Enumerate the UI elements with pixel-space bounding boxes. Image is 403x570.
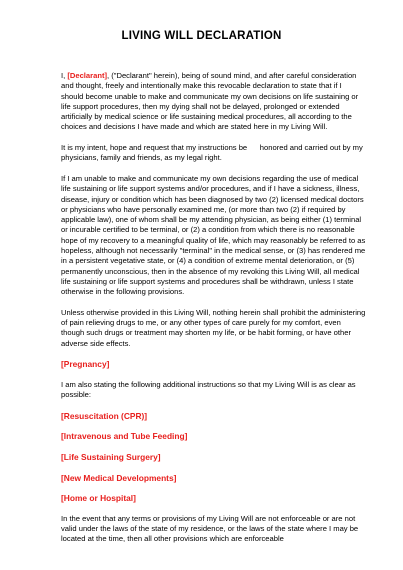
document-body [61, 71, 366, 555]
resuscitation-heading: [Resuscitation (CPR)] [61, 410, 148, 421]
surgery-heading: [Life Sustaining Surgery] [61, 451, 161, 462]
medical-developments-heading: [New Medical Developments] [61, 472, 177, 483]
intent-paragraph: It is my intent, hope and request that my instructions be honored and carried out by my physicians, family and friends, as my legal right. [61, 143, 365, 163]
enforceability-paragraph: In the event that any terms or provisions of my Living Will are not enforceable or are not valid under the laws of the state of my residence, or the laws of the state where I may be located at the time, then all other provisions which are enforceable [61, 513, 359, 544]
tube-feeding-heading: [Intravenous and Tube Feeding] [61, 431, 188, 442]
intro-paragraph [61, 71, 366, 133]
intro-prefix: I, [61, 71, 68, 80]
conditions-paragraph: If I am unable to make and communicate my own decisions regarding the use of medical life sustaining or life support systems and/or procedures, and if I have a sickness, illness, disease, injury or condition which has been diagnosed by two (2) licensed medical doctors or physicians who have personally examined me, (or more than two (2) if required by applicable law), one of whom shall be my attending physician, as being either (1) terminal or incurable certified to be terminal, or (2) a condition from which there is no reasonable hope of my recovery to a meaningful quality of life, which may reasonably be referred to as hopeless, although not necessarily "terminal" in the medical sense, or (3) has rendered me in a persistent vegetative state, or (4) a condition of extreme mental deterioration, or (5) permanently unconscious, then in the absence of my revoking this Living Will, all medical life sustaining or life support systems and procedures shall be withdrawn, unless I state otherwise in the following provisions. [61, 173, 366, 297]
pregnancy-heading: [Pregnancy] [61, 359, 110, 370]
pain-relief-paragraph: Unless otherwise provided in this Living Will, nothing herein shall prohibit the administering of pain relieving drugs to me, or any other types of care purely for my comfort, even though such drugs or treatment may shorten my life, or be habit forming, or have other adverse side effects. [61, 307, 366, 348]
declarant-placeholder: [Declarant] [67, 71, 108, 80]
intro-text: , ("Declarant" herein), being of sound mind, and after careful consideration and thought, freely and intentionally make this revocable declaration to state that if I should become unable to make and communicate my own decisions on life sustaining or life support procedures, then my dying shall not be delayed, prolonged or extended artificially by medical science or life sustaining medical procedures, all according to the choices and decisions I have made and which are stated here in my Living Will. [61, 71, 359, 132]
document-title: LIVING WILL DECLARATION [121, 30, 282, 42]
additional-instructions-paragraph: I am also stating the following additional instructions so that my Living Will is as clear as possible: [61, 379, 356, 400]
home-or-hospital-heading: [Home or Hospital] [61, 493, 136, 504]
